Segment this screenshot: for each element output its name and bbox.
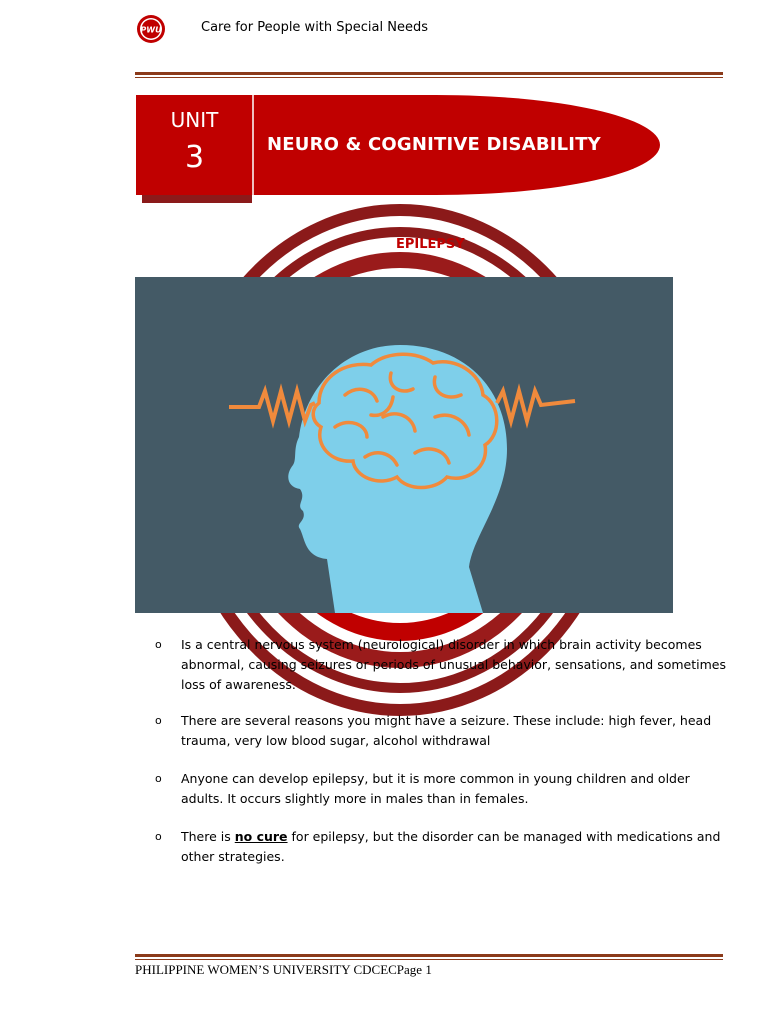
footer-rule-thick [135,954,723,957]
bullet-text-before: There is [181,829,235,844]
bullet-text: There are several reasons you might have a seizure. These include: high fever, head trauma, very low blood sugar, alcohol withdrawal [181,713,712,748]
brain-head-illustration [135,277,673,613]
unit-label: UNIT [170,108,219,132]
footer-rule-thin [135,959,723,960]
bullet-marker: o [155,638,162,651]
bullet-text [181,827,726,867]
header-rule-thin [135,77,723,78]
svg-text:PWU: PWU [140,25,162,35]
bullet-text-after: for epilepsy, but the disorder can be managed with medications and other strategies. [181,829,721,864]
unit-title: NEURO & COGNITIVE DISABILITY [267,134,601,155]
document-header-title: Care for People with Special Needs [201,20,428,35]
bullet-marker: o [155,830,162,843]
section-heading: EPILEPSY [396,237,465,252]
unit-number: 3 [184,140,205,175]
bullet-text: Anyone can develop epilepsy, but it is more common in young children and older adults. It occurs slightly more in males than in females. [181,771,690,806]
page-footer: PHILIPPINE WOMEN’S UNIVERSITY CDCECPage 1 [135,962,432,977]
university-logo [136,14,166,44]
header-rule-thick [135,72,723,75]
bullet-marker: o [155,772,162,785]
emphasis-no-cure: no cure [234,829,288,844]
bullet-text: Is a central nervous system (neurological) disorder in which brain activity becomes abnormal, causing seizures or periods of unusual behavior, sensations, and sometimes loss of awareness. [181,637,726,692]
bullet-marker: o [155,714,162,727]
